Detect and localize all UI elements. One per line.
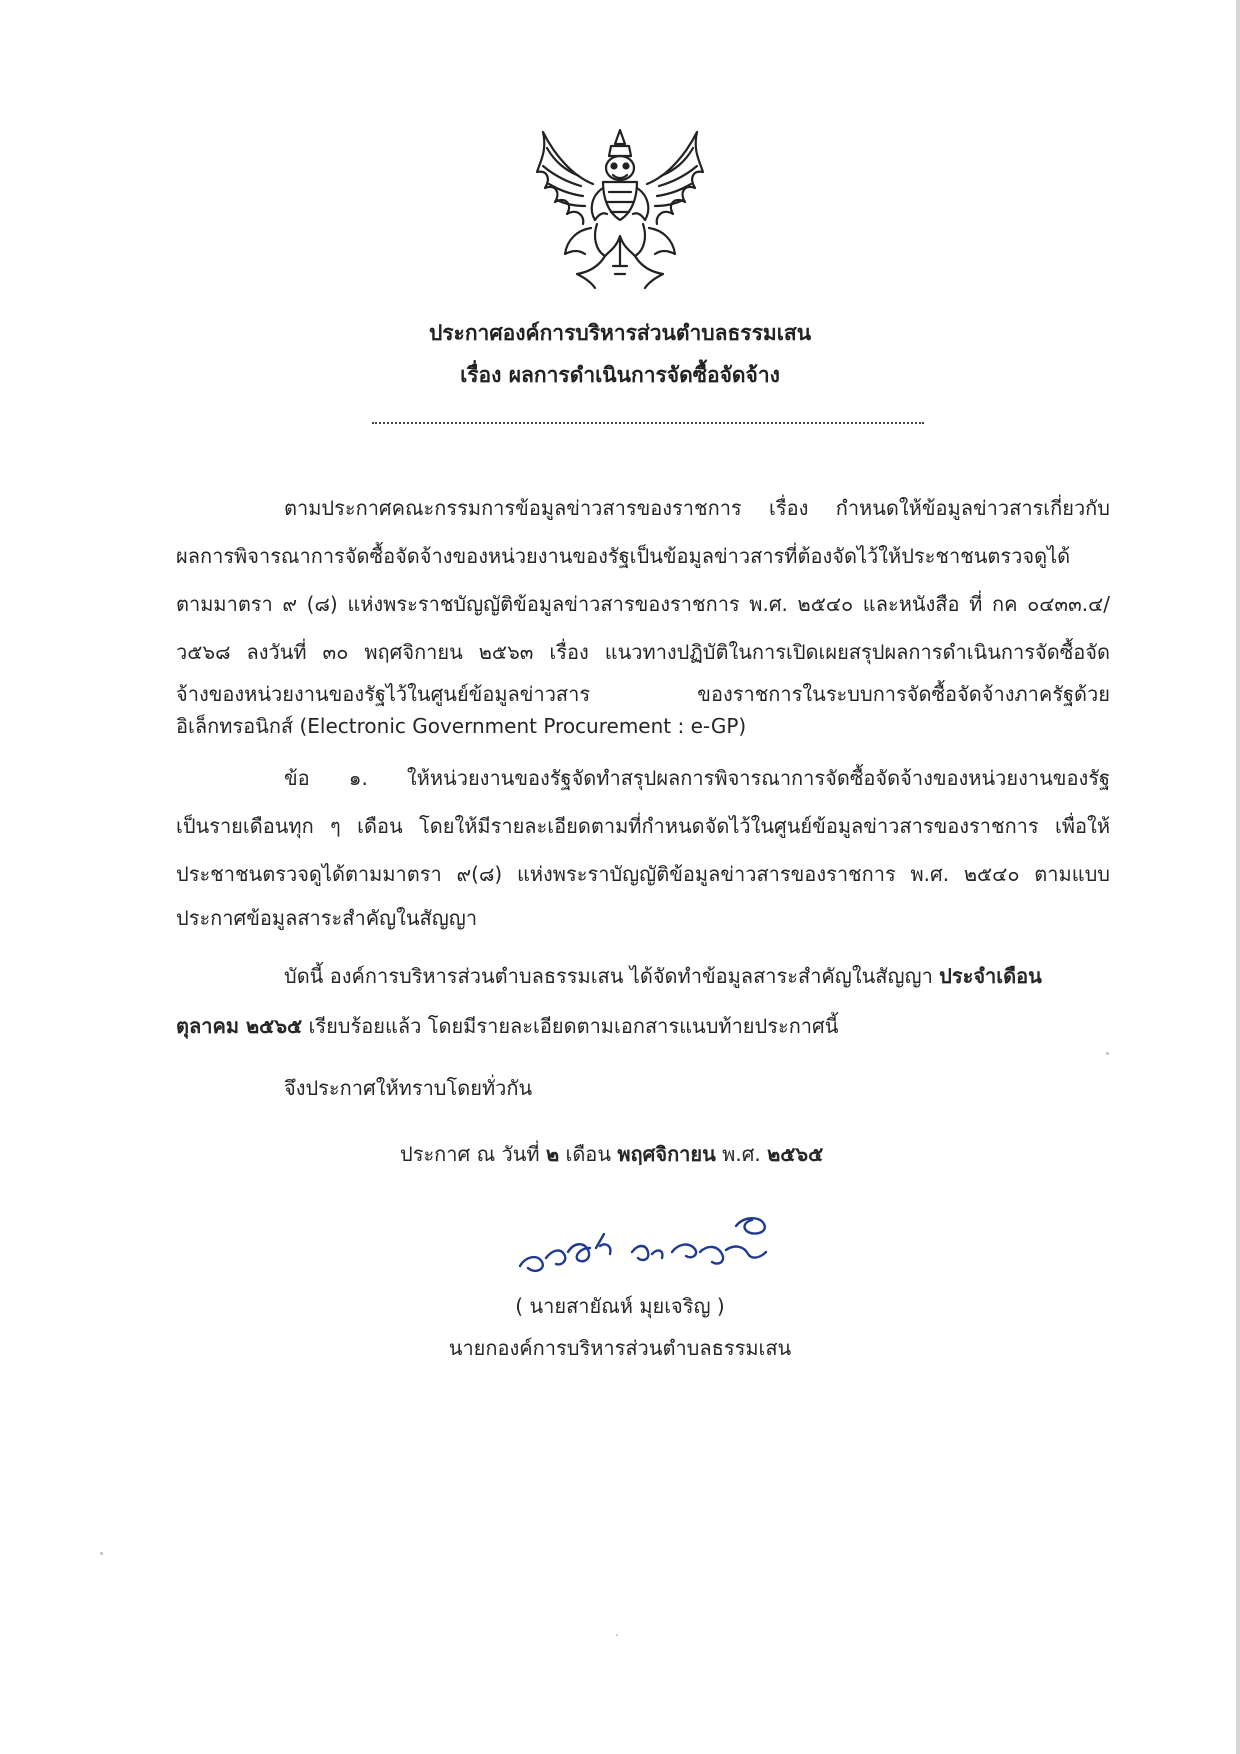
paragraph-line bbox=[284, 962, 1042, 990]
closing-line: จึงประกาศให้ทราบโดยทั่วกัน bbox=[284, 1076, 533, 1100]
paragraph-line: ว๕๖๘ ลงวันที่ ๓๐ พฤศจิกายน ๒๕๖๓ เรื่อง แนวทางปฏิบัติในการเปิดเผยสรุปผลการดำเนินการจัดซื้อจัด bbox=[176, 640, 1110, 664]
paragraph-text: เรียบร้อยแล้ว โดยมีรายละเอียดตามเอกสารแนบท้ายประกาศนี้ bbox=[302, 1014, 839, 1038]
date-line bbox=[400, 1140, 823, 1168]
scan-speck bbox=[616, 1634, 618, 1636]
scan-speck bbox=[100, 1552, 103, 1555]
divider bbox=[372, 422, 924, 424]
date-prefix: ประกาศ ณ วันที่ bbox=[400, 1142, 546, 1166]
paragraph-bold-text: ประจำเดือน bbox=[939, 964, 1042, 988]
paragraph-bold-text: ตุลาคม ๒๕๖๕ bbox=[176, 1014, 303, 1038]
paragraph-line: อิเล็กทรอนิกส์ (Electronic Government Procurement : e-GP) bbox=[176, 714, 747, 738]
paragraph-text: บัดนี้ องค์การบริหารส่วนตำบลธรรมเสน ได้จัดทำข้อมูลสาระสำคัญในสัญญา bbox=[284, 964, 940, 988]
paragraph-line: ตามประกาศคณะกรรมการข้อมูลข่าวสารของราชการ เรื่อง กำหนดให้ข้อมูลข่าวสารเกี่ยวกับ bbox=[284, 496, 1110, 520]
signatory-name: ( นายสายัณห์ มุยเจริญ ) bbox=[515, 1294, 725, 1318]
date-day: ๒ bbox=[545, 1142, 560, 1166]
signatory-position: นายกองค์การบริหารส่วนตำบลธรรมเสน bbox=[448, 1336, 792, 1360]
scan-edge bbox=[1236, 0, 1240, 1754]
date-month: พฤศจิกายน bbox=[617, 1142, 716, 1166]
paragraph-line: ผลการพิจารณาการจัดซื้อจัดจ้างของหน่วยงานของรัฐเป็นข้อมูลข่าวสารที่ต้องจัดไว้ให้ประชาชนตรวจดูได้ bbox=[176, 544, 1071, 568]
date-year: ๒๕๖๕ bbox=[767, 1142, 824, 1166]
paragraph-line: ประชาชนตรวจดูได้ตามมาตรา ๙(๘) แห่งพระราบัญญัติข้อมูลข่าวสารของราชการ พ.ศ. ๒๕๔๐ ตามแบบ bbox=[176, 862, 1110, 886]
date-year-label: พ.ศ. bbox=[715, 1142, 768, 1166]
paragraph-line: เป็นรายเดือนทุก ๆ เดือน โดยให้มีรายละเอียดตามที่กำหนดจัดไว้ในศูนย์ข้อมูลข่าวสารของราชการ เพื่อให้ bbox=[176, 814, 1110, 838]
paragraph-line: ตามมาตรา ๙ (๘) แห่งพระราชบัญญัติข้อมูลข่าวสารของราชการ พ.ศ. ๒๕๔๐ และหนังสือ ที่ กค ๐๔๓๓.๔/ bbox=[176, 592, 1110, 616]
announcement-title: ประกาศองค์การบริหารส่วนตำบลธรรมเสน bbox=[428, 321, 812, 345]
date-month-label: เดือน bbox=[559, 1142, 618, 1166]
scan-speck bbox=[1106, 1052, 1109, 1055]
paragraph-line bbox=[176, 1012, 838, 1040]
signature-image bbox=[512, 1208, 792, 1282]
paragraph-line: ข้อ ๑. ให้หน่วยงานของรัฐจัดทำสรุปผลการพิจารณาการจัดซื้อจัดจ้างของหน่วยงานของรัฐ bbox=[284, 766, 1110, 790]
announcement-subject: เรื่อง ผลการดำเนินการจัดซื้อจัดจ้าง bbox=[460, 363, 780, 387]
paragraph-line: จ้างของหน่วยงานของรัฐไว้ในศูนย์ข้อมูลข่าวสาร ของราชการในระบบการจัดซื้อจัดจ้างภาครัฐด้วย bbox=[176, 682, 1110, 706]
garuda-emblem-icon bbox=[533, 126, 707, 292]
paragraph-line: ประกาศข้อมูลสาระสำคัญในสัญญา bbox=[176, 906, 478, 930]
